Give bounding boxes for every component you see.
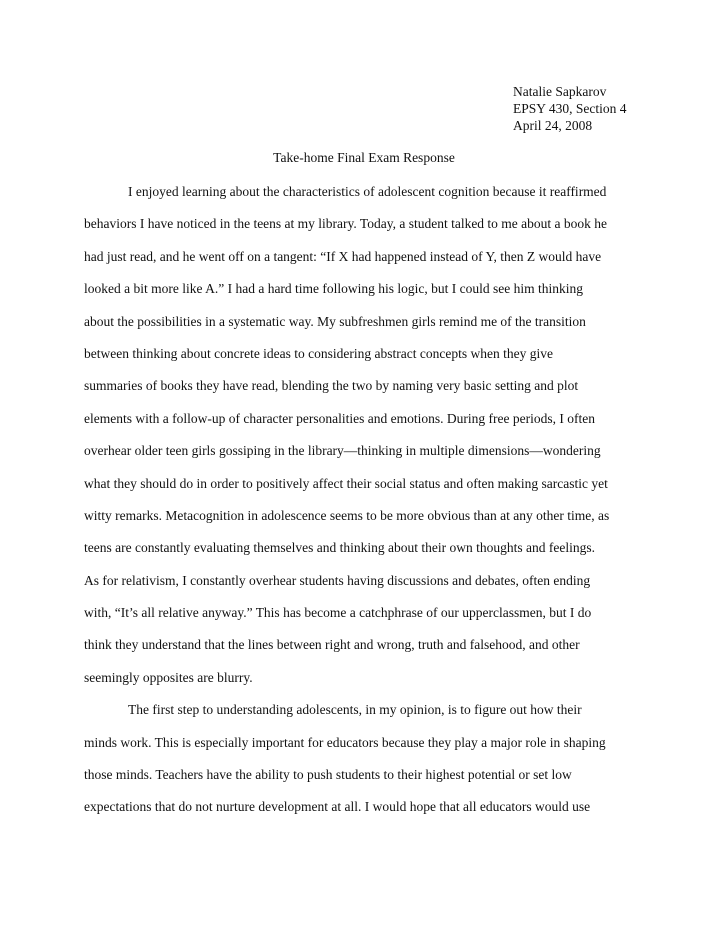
paragraph-1-line-2: behaviors I have noticed in the teens at my library. Today, a student talked to me about a book he: [84, 216, 608, 232]
paragraph-1-line-8: elements with a follow-up of character personalities and emotions. During free periods, I often: [84, 410, 595, 426]
paragraph-1-line-14: with, “It’s all relative anyway.” This has become a catchphrase of our upperclassmen, but I do: [84, 605, 592, 621]
paragraph-1-line-9: overhear older teen girls gossiping in the library—thinking in multiple dimensions—wondering: [84, 443, 601, 459]
paragraph-2-line-2: minds work. This is especially important for educators because they play a major role in shaping: [84, 734, 606, 750]
paragraph-2-line-1: The first step to understanding adolescents, in my opinion, is to figure out how their: [128, 702, 582, 718]
author-name: Natalie Sapkarov: [513, 84, 607, 99]
paragraph-1-line-1: I enjoyed learning about the characteristics of adolescent cognition because it reaffirmed: [128, 184, 607, 199]
submission-date: April 24, 2008: [513, 118, 593, 133]
paragraph-1-line-11: witty remarks. Metacognition in adolescence seems to be more obvious than at any other time, as: [84, 507, 610, 523]
paragraph-2-line-4: expectations that do not nurture development at all. I would hope that all educators would use: [84, 799, 591, 815]
paragraph-1-line-7: summaries of books they have read, blending the two by naming very basic setting and plot: [84, 378, 579, 394]
paragraph-1-line-10: what they should do in order to positively affect their social status and often making sarcastic yet: [84, 475, 608, 491]
paragraph-1-line-16: seemingly opposites are blurry.: [84, 669, 253, 685]
paragraph-1-line-6: between thinking about concrete ideas to considering abstract concepts when they give: [84, 345, 553, 361]
paragraph-1-line-12: teens are constantly evaluating themselves and thinking about their own thoughts and feelings.: [84, 540, 596, 556]
paragraph-1-line-4: looked a bit more like A.” I had a hard time following his logic, but I could see him thinking: [84, 281, 584, 297]
author-header: [513, 83, 627, 134]
paragraph-1-line-3: had just read, and he went off on a tangent: “If X had happened instead of Y, then Z would have: [84, 248, 602, 264]
paragraph-1-line-15: think they understand that the lines between right and wrong, truth and falsehood, and other: [84, 637, 580, 653]
course-section: EPSY 430, Section 4: [513, 101, 627, 116]
paragraph-1-line-13: As for relativism, I constantly overhear students having discussions and debates, often ending: [84, 572, 591, 588]
paragraph-2-line-3: those minds. Teachers have the ability to push students to their highest potential or set low: [84, 767, 572, 783]
paragraph-1-line-5: about the possibilities in a systematic way. My subfreshmen girls remind me of the transition: [84, 313, 586, 329]
document-title: Take-home Final Exam Response: [273, 150, 455, 165]
essay-body: [84, 180, 684, 828]
